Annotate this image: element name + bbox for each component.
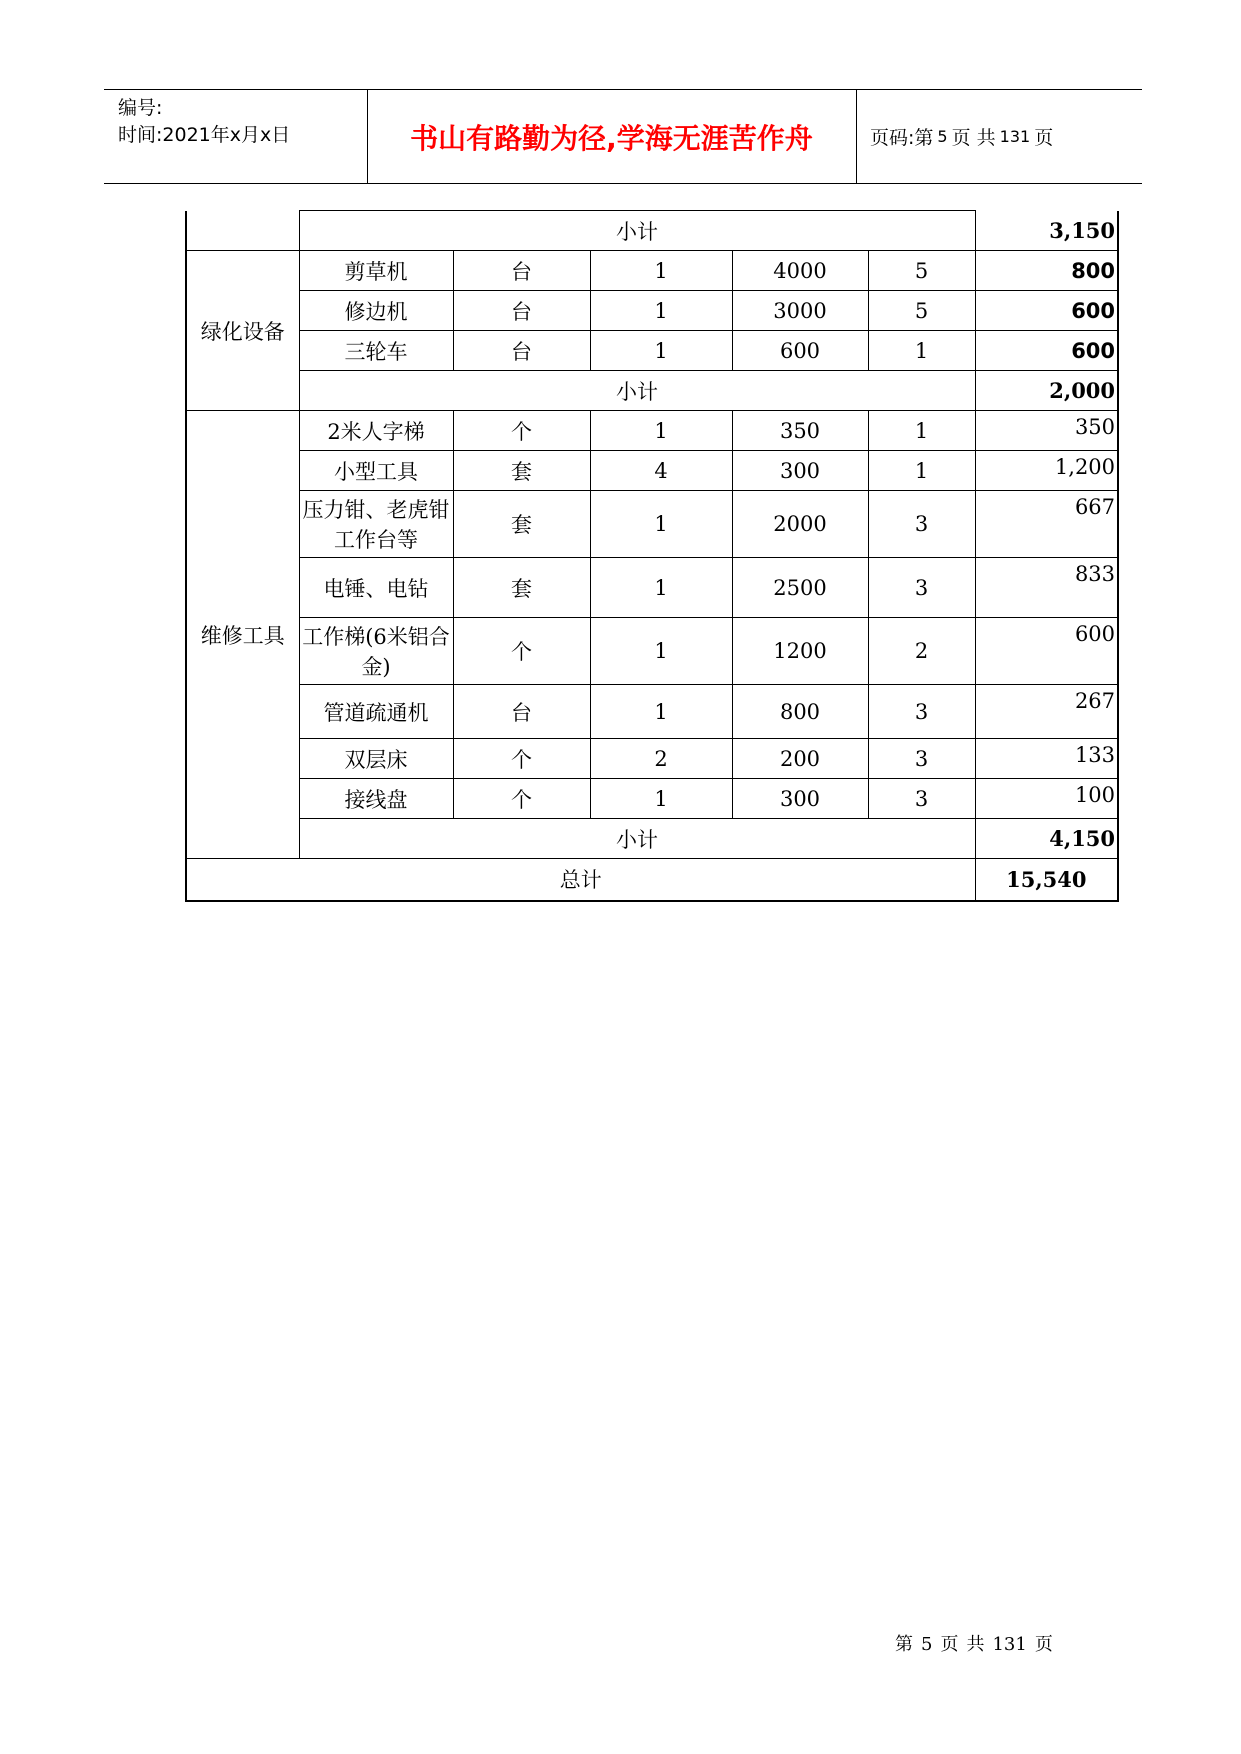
item-total: 350 [975,411,1118,451]
item-price: 800 [732,685,868,739]
item-qty: 1 [590,251,732,291]
table-row [186,618,1118,685]
item-unit: 台 [453,331,590,371]
table-row [186,331,1118,371]
item-name: 剪草机 [299,251,453,291]
item-unit: 台 [453,685,590,739]
grand-total-label: 总计 [186,859,975,901]
item-unit: 个 [453,739,590,779]
table-row [186,291,1118,331]
item-years: 3 [868,491,975,558]
table-row [186,558,1118,618]
footer-text: 第 [895,1634,913,1655]
item-price: 300 [732,451,868,491]
page-suffix: 页 [1034,127,1054,149]
item-total: 667 [975,491,1118,558]
page-header [104,89,1142,184]
item-price: 600 [732,331,868,371]
item-price: 300 [732,779,868,819]
item-qty: 1 [590,411,732,451]
subtotal-value: 2,000 [975,371,1118,411]
grand-total-value: 15,540 [975,859,1118,901]
item-qty: 2 [590,739,732,779]
page-mid: 页 共 [951,127,996,149]
item-total: 833 [975,558,1118,618]
item-years: 3 [868,685,975,739]
footer-text: 页 [1034,1634,1053,1655]
item-years: 3 [868,558,975,618]
header-meta-cell [104,90,368,183]
item-price: 350 [732,411,868,451]
table-row [186,251,1118,291]
subtotal-value: 4,150 [975,819,1118,859]
item-years: 3 [868,779,975,819]
item-unit: 套 [453,558,590,618]
group-name: 维修工具 [186,411,299,859]
item-years: 1 [868,331,975,371]
item-qty: 1 [590,491,732,558]
header-motto: 书山有路勤为径,学海无涯苦作舟 [367,90,857,183]
subtotal-label: 小计 [299,371,975,411]
item-years: 2 [868,618,975,685]
item-total: 600 [975,618,1118,685]
item-total: 100 [975,779,1118,819]
item-qty: 1 [590,618,732,685]
table-row-prev-subtotal [186,211,1118,251]
table-row [186,685,1118,739]
table-row [186,739,1118,779]
item-qty: 1 [590,558,732,618]
item-qty: 1 [590,331,732,371]
empty-group-cell [186,211,299,251]
item-unit: 个 [453,779,590,819]
item-unit: 个 [453,618,590,685]
item-total: 600 [975,291,1118,331]
item-unit: 套 [453,451,590,491]
item-total: 1,200 [975,451,1118,491]
item-name: 管道疏通机 [299,685,453,739]
footer-page-number: 5 [921,1634,933,1655]
table-row [186,491,1118,558]
item-name: 修边机 [299,291,453,331]
item-price: 2500 [732,558,868,618]
table-row-subtotal [186,819,1118,859]
item-price: 2000 [732,491,868,558]
item-qty: 1 [590,685,732,739]
group-name: 绿化设备 [186,251,299,411]
page-number: 5 [937,127,948,146]
table-row [186,451,1118,491]
subtotal-label: 小计 [299,819,975,859]
item-years: 1 [868,411,975,451]
item-total: 133 [975,739,1118,779]
table-row [186,779,1118,819]
item-name: 双层床 [299,739,453,779]
item-price: 4000 [732,251,868,291]
item-name: 接线盘 [299,779,453,819]
item-total: 267 [975,685,1118,739]
item-price: 3000 [732,291,868,331]
item-unit: 台 [453,291,590,331]
item-years: 5 [868,291,975,331]
item-unit: 套 [453,491,590,558]
subtotal-label: 小计 [299,211,975,251]
footer-text: 共 [966,1634,985,1655]
item-years: 1 [868,451,975,491]
footer-text: 页 [940,1634,959,1655]
subtotal-value: 3,150 [975,211,1118,251]
item-name: 小型工具 [299,451,453,491]
item-name: 2米人字梯 [299,411,453,451]
item-qty: 4 [590,451,732,491]
equipment-table [185,210,1119,902]
item-years: 5 [868,251,975,291]
page-prefix: 页码:第 [870,127,934,149]
item-unit: 台 [453,251,590,291]
table-row-grand-total [186,859,1118,901]
item-name: 压力钳、老虎钳工作台等 [299,491,453,558]
item-name: 三轮车 [299,331,453,371]
serial-label: 编号: [118,97,163,119]
table-row-subtotal [186,371,1118,411]
item-qty: 1 [590,779,732,819]
page-total: 131 [999,127,1031,146]
item-price: 1200 [732,618,868,685]
item-unit: 个 [453,411,590,451]
header-page-info [856,90,1156,183]
item-name: 工作梯(6米铝合金) [299,618,453,685]
item-years: 3 [868,739,975,779]
item-total: 800 [975,251,1118,291]
item-qty: 1 [590,291,732,331]
page-footer [895,1630,1061,1656]
item-name: 电锤、电钻 [299,558,453,618]
item-total: 600 [975,331,1118,371]
table-row [186,411,1118,451]
footer-page-total: 131 [992,1634,1027,1655]
item-price: 200 [732,739,868,779]
date-label: 时间:2021年x月x日 [118,124,291,146]
